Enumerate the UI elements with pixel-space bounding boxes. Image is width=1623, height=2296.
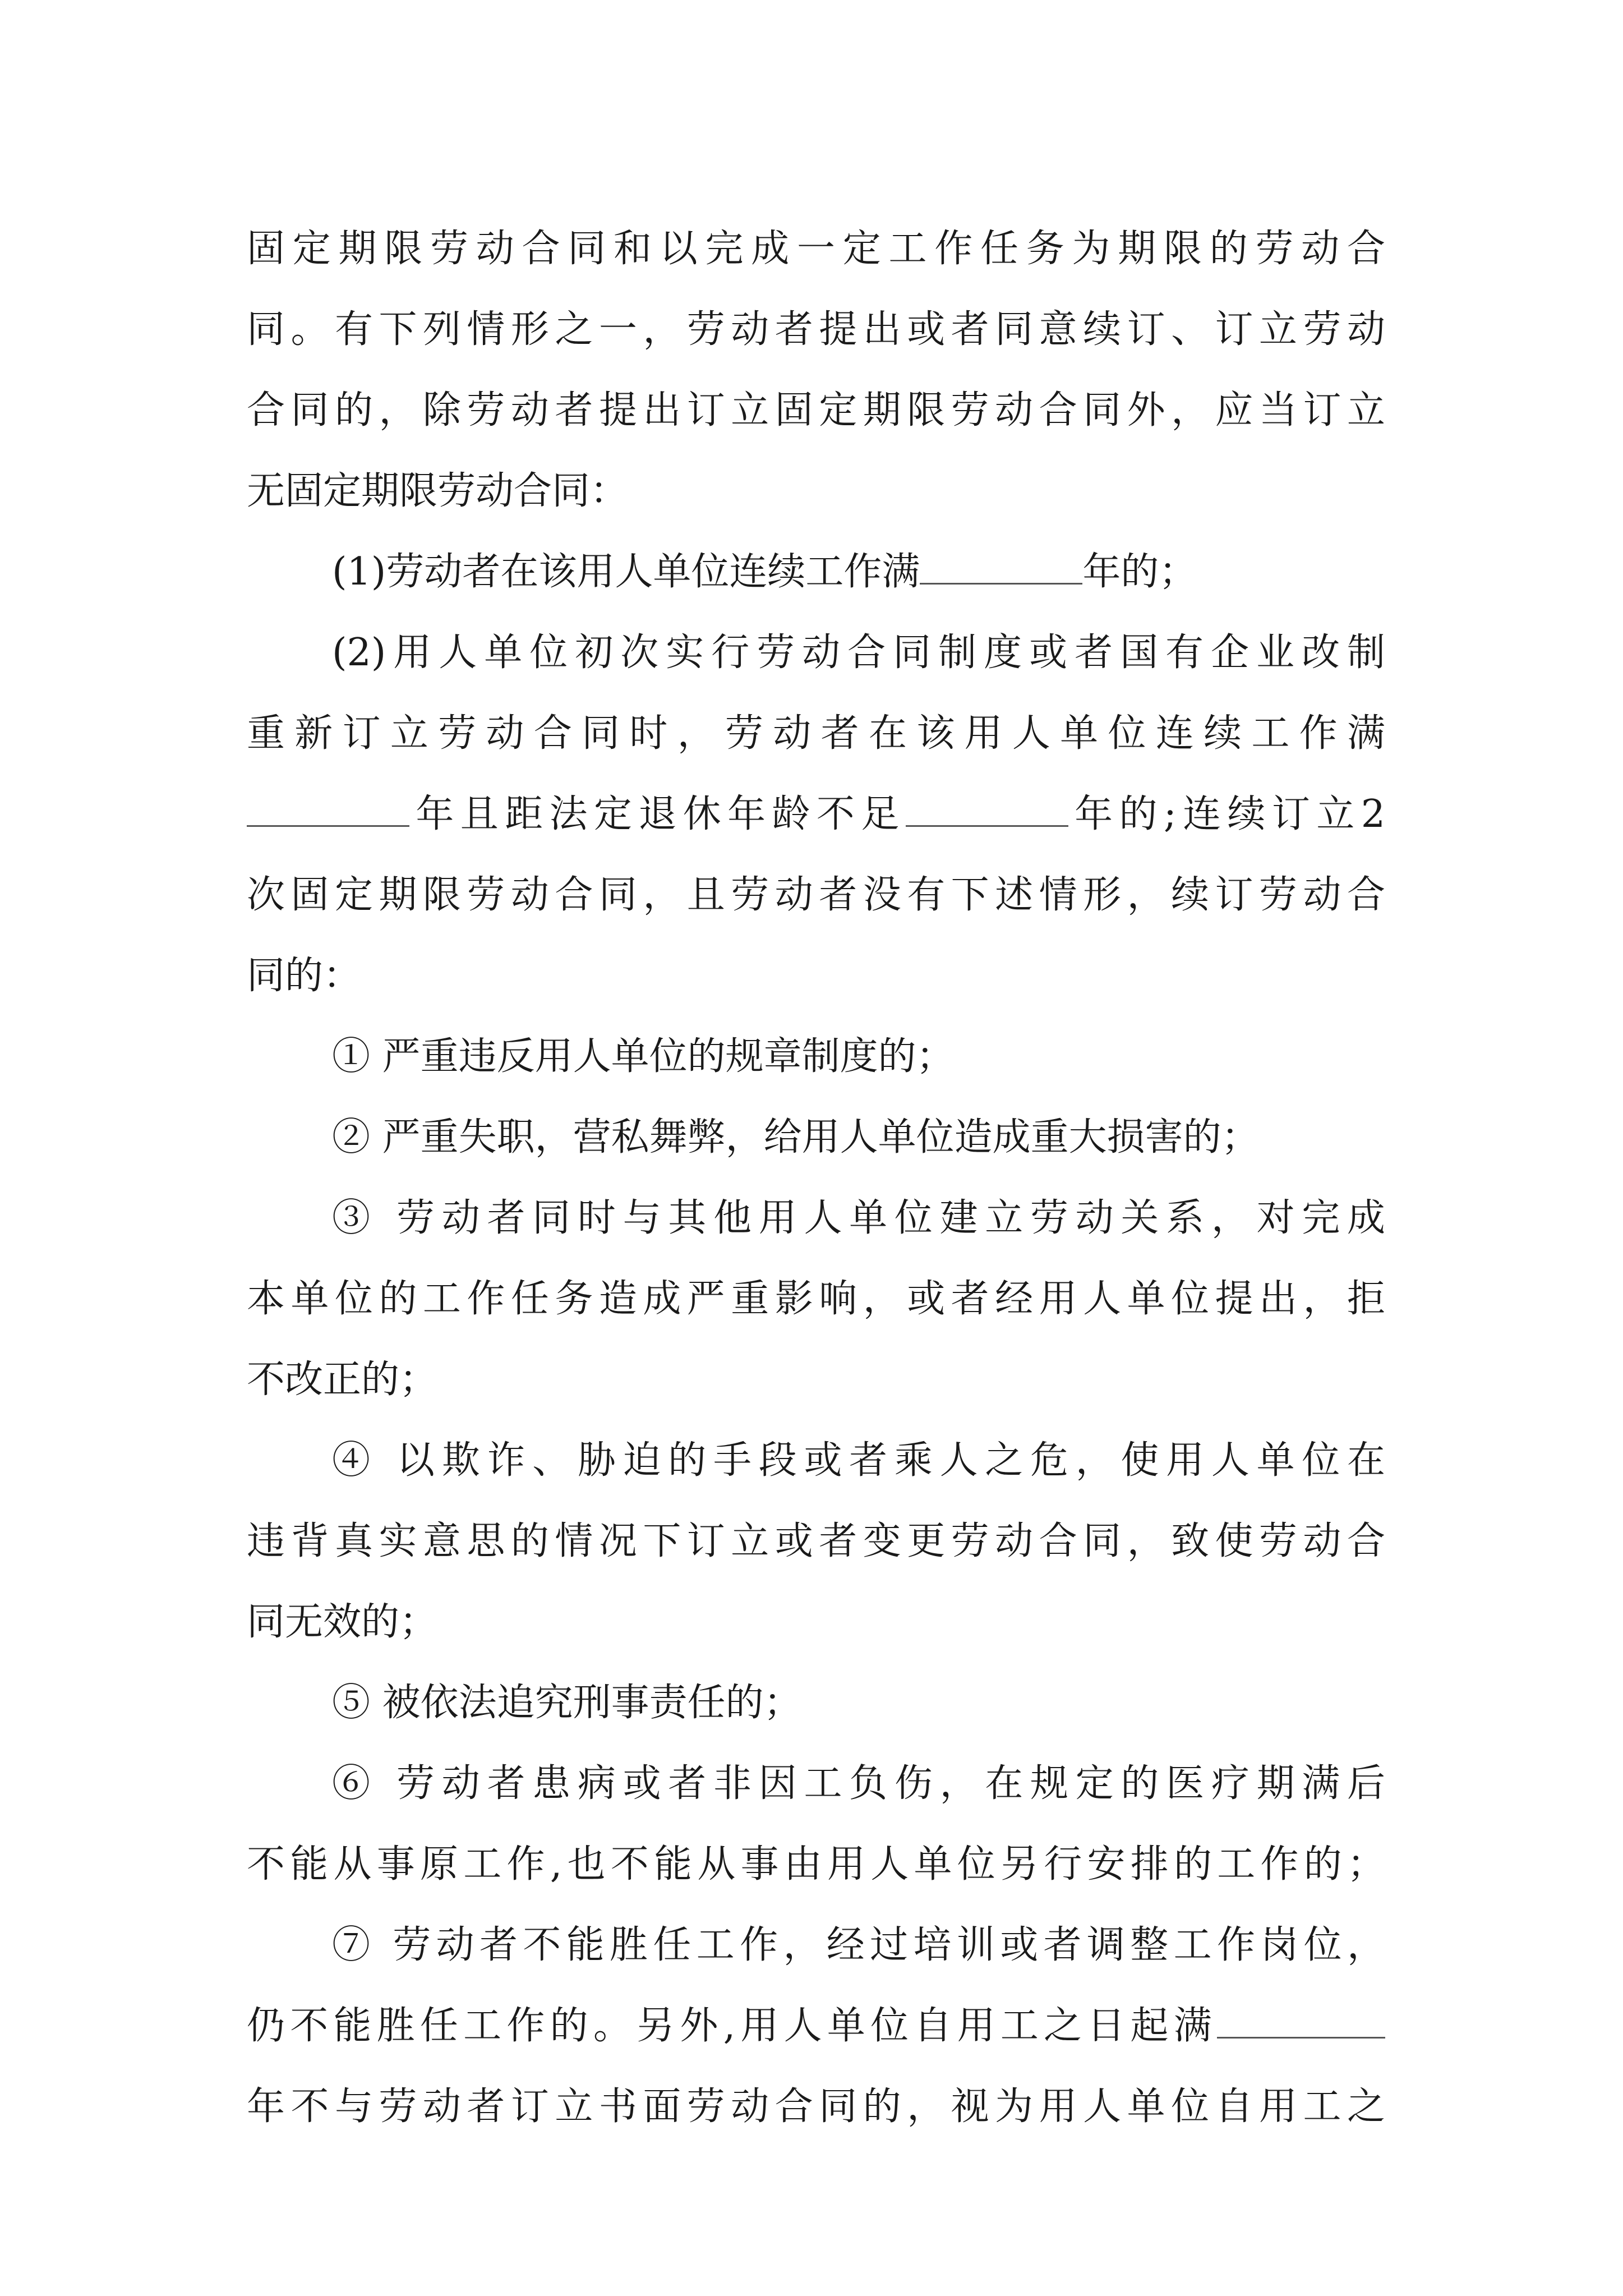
list-item-text: (1)劳动者在该用人单位连续工作满 [332, 550, 920, 594]
sub-item-7-line: ⑦ 劳动者不能胜任工作，经过培训或者调整工作岗位， [332, 1923, 1385, 1967]
sub-item-7-line [247, 1986, 1385, 2067]
sub-item-6-line: 不能从事原工作,也不能从事由用人单位另行安排的工作的； [247, 1842, 1385, 1887]
sub-item-3-line: 本单位的工作任务造成严重影响，或者经用人单位提出，拒 [247, 1277, 1385, 1321]
paragraph-line: 合同的，除劳动者提出订立固定期限劳动合同外，应当订立 [247, 388, 1385, 432]
sub-item-4-line: ④ 以欺诈、胁迫的手段或者乘人之危，使用人单位在 [332, 1438, 1385, 1483]
sub-item-4-line: 同无效的； [247, 1600, 438, 1644]
fill-in-blank [247, 792, 409, 827]
sub-item-7-line: 年不与劳动者订立书面劳动合同的，视为用人单位自用工之 [247, 2085, 1385, 2129]
fill-in-blank [1217, 2003, 1385, 2039]
sub-item-6-line: ⑥ 劳动者患病或者非因工负伤，在规定的医疗期满后 [332, 1761, 1385, 1806]
paragraph-line: 无固定期限劳动合同： [247, 469, 629, 513]
sub-item-5: ⑤ 被依法追究刑事责任的； [332, 1681, 802, 1725]
list-item-1 [247, 532, 1385, 613]
list-item-2-line [247, 774, 1385, 855]
list-item-2-line: 重新订立劳动合同时，劳动者在该用人单位连续工作满 [247, 711, 1385, 756]
list-item-text: 年的;连续订立2 [1068, 792, 1385, 836]
fill-in-blank [906, 792, 1068, 827]
sub-item-2: ② 严重失职，营私舞弊，给用人单位造成重大损害的； [332, 1115, 1260, 1159]
sub-item-4-line: 违背真实意思的情况下订立或者变更劳动合同，致使劳动合 [247, 1519, 1385, 1563]
sub-item-3-line: ③ 劳动者同时与其他用人单位建立劳动关系，对完成 [332, 1196, 1385, 1240]
sub-item-text: 仍不能胜任工作的。另外,用人单位自用工之日起满 [247, 2004, 1217, 2048]
paragraph-line: 固定期限劳动合同和以完成一定工作任务为期限的劳动合 [247, 227, 1385, 271]
list-item-text: 年的； [1082, 550, 1197, 594]
fill-in-blank [920, 549, 1082, 585]
document-page [247, 209, 1385, 2147]
list-item-2-line: 次固定期限劳动合同，且劳动者没有下述情形，续订劳动合 [247, 873, 1385, 917]
list-item-2-line: 同的： [247, 954, 362, 998]
sub-item-1: ① 严重违反用人单位的规章制度的； [332, 1034, 955, 1079]
list-item-text: 年且距法定退休年龄不足 [409, 792, 906, 836]
paragraph-line: 同。有下列情形之一，劳动者提出或者同意续订、订立劳动 [247, 307, 1385, 352]
sub-item-3-line: 不改正的； [247, 1358, 438, 1402]
list-item-2-line: (2)用人单位初次实行劳动合同制度或者国有企业改制 [332, 631, 1385, 675]
